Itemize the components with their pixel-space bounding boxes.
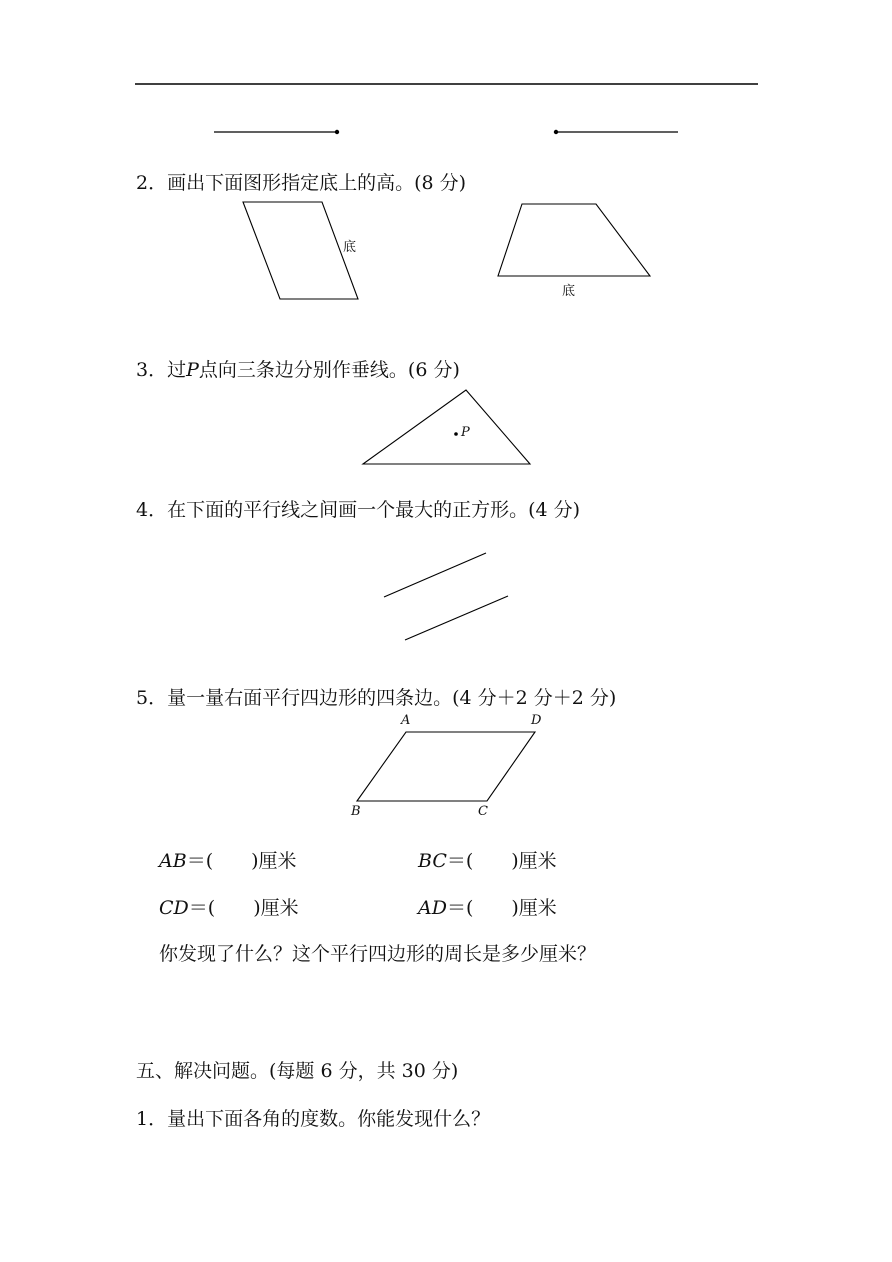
q3-triangle[interactable] [363,390,530,464]
q5-answer-ad-blank: ＝( )厘米 [446,897,557,919]
q5-parallelogram-abcd[interactable] [357,732,535,801]
q5-answer-cd-blank: ＝( )厘米 [188,897,299,919]
s5-q1-prompt [136,1107,490,1131]
q3-number: 3． [136,359,168,381]
q5-answer-ab[interactable] [159,849,297,873]
q5-prompt [136,686,616,710]
q5-answer-ab-blank: ＝( )厘米 [186,850,297,872]
q2-parallelogram[interactable] [243,202,358,299]
q5-number: 5． [136,687,168,709]
q5-vertex-c: C [478,804,488,819]
q3-point-label: P [461,425,470,440]
s5-q1-text: 量出下面各角的度数。你能发现什么？ [167,1108,491,1130]
q3-text-post: 点向三条边分别作垂线。(6 分) [198,359,460,381]
q5-vertex-d: D [531,713,542,728]
q5-answer-cd[interactable] [159,896,299,920]
q4-parallel-line-lower[interactable] [405,596,508,640]
q3-text-pre: 过 [167,359,187,381]
q5-answer-ad-seg: AD [418,897,447,919]
q4-parallel-line-upper[interactable] [384,553,486,597]
s5-q1-number: 1． [136,1108,168,1130]
q5-answer-cd-seg: CD [159,897,189,919]
q5-answer-bc[interactable] [418,849,557,873]
q3-prompt [136,358,460,382]
q5-answer-bc-blank: ＝( )厘米 [446,850,557,872]
q2-base-label-parallelogram: 底 [343,240,357,255]
q5-vertex-b: B [351,804,361,819]
q4-text: 在下面的平行线之间画一个最大的正方形。(4 分) [167,499,581,521]
q2-text: 画出下面图形指定底上的高。(8 分) [167,172,467,194]
q2-number: 2． [136,172,168,194]
ray-left-endpoint [335,130,339,134]
q4-number: 4． [136,499,168,521]
q2-prompt [136,171,466,195]
q5-answer-ab-seg: AB [159,850,187,872]
q5-followup-question: 你发现了什么？这个平行四边形的周长是多少厘米？ [159,943,597,965]
q5-answer-ad[interactable] [418,896,557,920]
q5-text: 量一量右面平行四边形的四条边。(4 分＋2 分＋2 分) [167,687,617,709]
section-5-title: 五、解决问题。(每题 6 分，共 30 分) [136,1060,459,1082]
q3-point-p[interactable] [454,432,458,436]
q2-trapezoid[interactable] [498,204,650,276]
q3-point-name: P [186,359,199,381]
ray-right-endpoint [554,130,558,134]
q2-base-label-trapezoid: 底 [562,284,576,299]
q5-answer-bc-seg: BC [418,850,447,872]
q4-prompt [136,498,580,522]
q5-vertex-a: A [401,713,411,728]
